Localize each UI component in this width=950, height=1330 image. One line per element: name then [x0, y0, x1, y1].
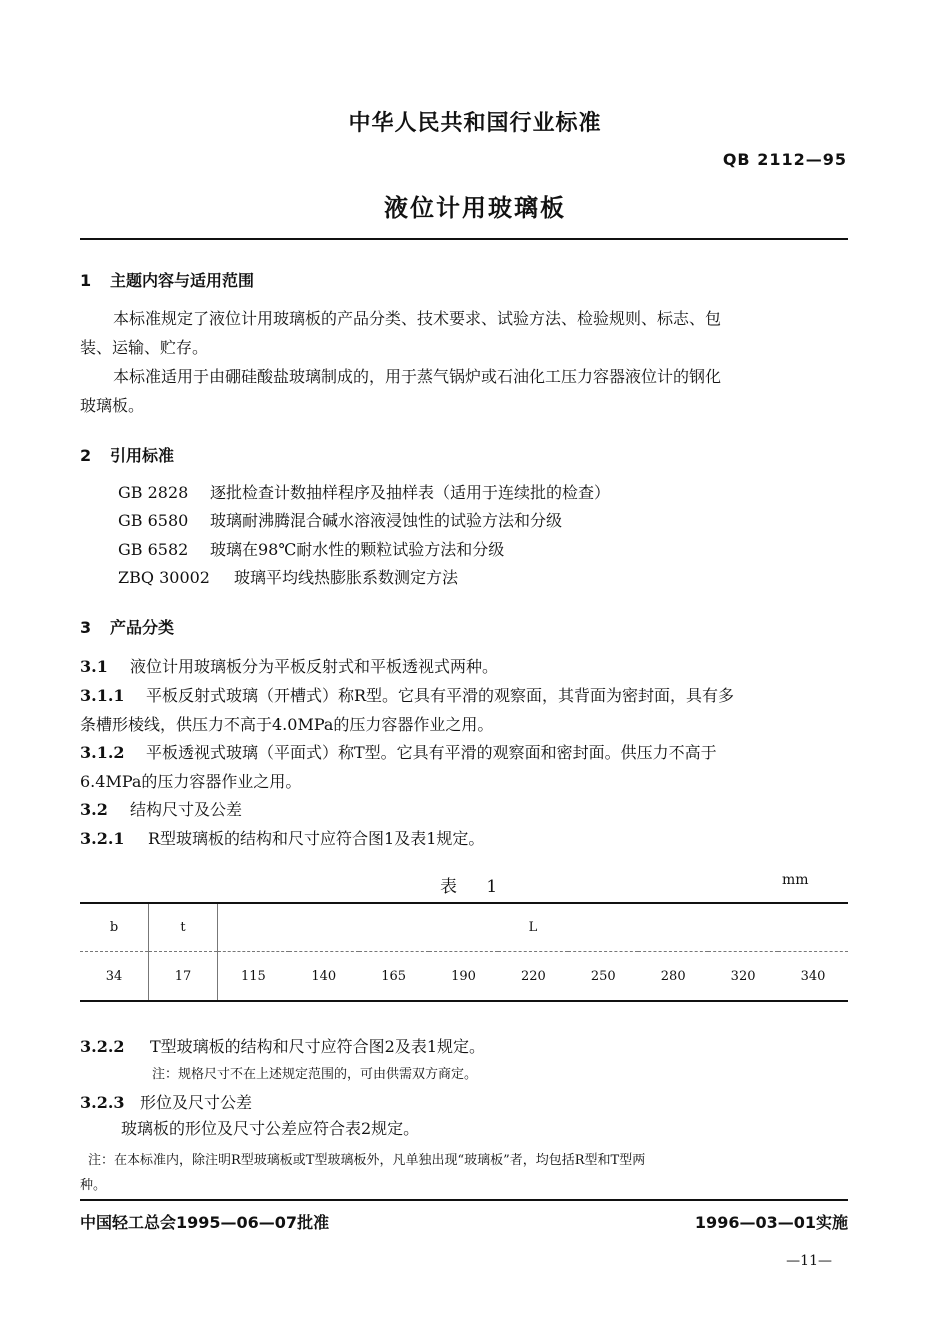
clause-text: T型玻璃板的结构和尺寸应符合图2及表1规定。 — [150, 1037, 486, 1056]
standard-code: QB 2112—95 — [722, 150, 847, 169]
table-1 — [80, 902, 848, 1002]
table-1-unit: mm — [782, 872, 809, 888]
cell-L: 320 — [730, 968, 756, 984]
reference-code: GB 6582 — [118, 540, 189, 559]
clause-number: 3.1.2 — [80, 743, 125, 762]
clause-3-2-2 — [80, 1034, 485, 1057]
clause-text: 液位计用玻璃板分为平板反射式和平板透视式两种。 — [130, 657, 499, 676]
reference-row — [118, 565, 458, 588]
clause-number: 3.2.2 — [80, 1037, 125, 1056]
reference-code: ZBQ 30002 — [118, 568, 210, 587]
reference-row — [118, 480, 610, 503]
clause-3-2-3-paragraph: 玻璃板的形位及尺寸公差应符合表2规定。 — [121, 1119, 420, 1138]
clause-3-1 — [80, 654, 498, 677]
section-2-number: 2 — [80, 446, 92, 465]
section-1-para-1-line-1: 本标准规定了液位计用玻璃板的产品分类、技术要求、试验方法、检验规则、标志、包 — [113, 309, 722, 328]
reference-code: GB 6580 — [118, 511, 189, 530]
reference-description: 玻璃在98℃耐水性的颗粒试验方法和分级 — [210, 540, 505, 559]
clause-number: 3.2.1 — [80, 829, 125, 848]
clause-text: 形位及尺寸公差 — [140, 1093, 253, 1112]
cell-L: 115 — [240, 968, 266, 984]
clause-text: 平板透视式玻璃（平面式）称T型。它具有平滑的观察面和密封面。供压力不高于 — [146, 743, 717, 762]
clause-text: 平板反射式玻璃（开槽式）称R型。它具有平滑的观察面，其背面为密封面，具有多 — [146, 686, 735, 705]
section-1-para-2-line-1: 本标准适用于由硼硅酸盐玻璃制成的，用于蒸气锅炉或石油化工压力容器液位计的钢化 — [113, 367, 722, 386]
section-2-heading — [80, 443, 174, 466]
cell-L: 340 — [800, 968, 826, 984]
header-b: b — [80, 903, 149, 952]
clause-3-1-1 — [80, 683, 734, 706]
reference-code: GB 2828 — [118, 483, 189, 502]
standard-organization: 中华人民共和国行业标准 — [348, 111, 602, 136]
general-note-line-1: 注：在本标准内，除注明R型玻璃板或T型玻璃板外，凡单独出现“玻璃板”者，均包括R型和T型两 — [88, 1153, 646, 1168]
clause-3-2-1 — [80, 826, 484, 849]
clause-3-2 — [80, 797, 242, 820]
clause-text: R型玻璃板的结构和尺寸应符合图1及表1规定。 — [148, 829, 485, 848]
table-1-caption: 表 1 — [440, 877, 510, 897]
clause-3-1-2 — [80, 740, 717, 763]
clause-number: 3.2 — [80, 800, 108, 819]
reference-description: 玻璃耐沸腾混合碱水溶液浸蚀性的试验方法和分级 — [210, 511, 563, 530]
effective-date: 1996—03—01实施 — [694, 1213, 848, 1232]
reference-description: 玻璃平均线热膨胀系数测定方法 — [234, 568, 459, 587]
cell-L: 220 — [521, 968, 546, 984]
cell-L: 190 — [451, 968, 476, 984]
title-divider — [80, 238, 848, 240]
header-L: L — [528, 920, 538, 935]
footer-divider — [80, 1199, 848, 1201]
approval-line: 中国轻工总会1995—06—07批准 — [80, 1213, 330, 1232]
section-1-para-1-line-2: 装、运输、贮存。 — [80, 338, 209, 357]
section-3-number: 3 — [80, 618, 92, 637]
clause-3-2-2-note: 注：规格尺寸不在上述规定范围的，可由供需双方商定。 — [152, 1067, 478, 1082]
cell-b: 34 — [80, 952, 149, 1002]
clause-3-1-2-line-2: 6.4MPa的压力容器作业之用。 — [80, 772, 302, 791]
reference-row — [118, 508, 562, 531]
section-3-title: 产品分类 — [110, 618, 175, 637]
section-3-heading — [80, 615, 174, 638]
cell-t: 17 — [149, 952, 218, 1002]
section-1-heading — [80, 268, 254, 291]
section-1-title: 主题内容与适用范围 — [110, 271, 255, 290]
cell-L: 250 — [590, 968, 616, 984]
reference-description: 逐批检查计数抽样程序及抽样表（适用于连续批的检查） — [210, 483, 611, 502]
table-row — [80, 952, 848, 1002]
clause-3-2-3 — [80, 1090, 252, 1113]
section-2-title: 引用标准 — [110, 446, 175, 465]
clause-text: 结构尺寸及公差 — [130, 800, 243, 819]
general-note-line-2: 种。 — [80, 1178, 107, 1193]
document-title: 液位计用玻璃板 — [384, 194, 566, 222]
clause-number: 3.1 — [80, 657, 108, 676]
cell-L: 280 — [660, 968, 686, 984]
cell-L: 165 — [381, 968, 407, 984]
section-1-para-2-line-2: 玻璃板。 — [80, 396, 145, 415]
header-t: t — [149, 903, 218, 952]
cell-L: 140 — [311, 968, 337, 984]
section-1-number: 1 — [80, 271, 92, 290]
reference-row — [118, 537, 504, 560]
clause-3-1-1-line-2: 条槽形棱线，供压力不高于4.0MPa的压力容器作业之用。 — [80, 715, 494, 734]
table-header-row — [80, 903, 848, 952]
clause-number: 3.2.3 — [80, 1093, 125, 1112]
page-number: —11— — [786, 1253, 832, 1269]
clause-number: 3.1.1 — [80, 686, 125, 705]
